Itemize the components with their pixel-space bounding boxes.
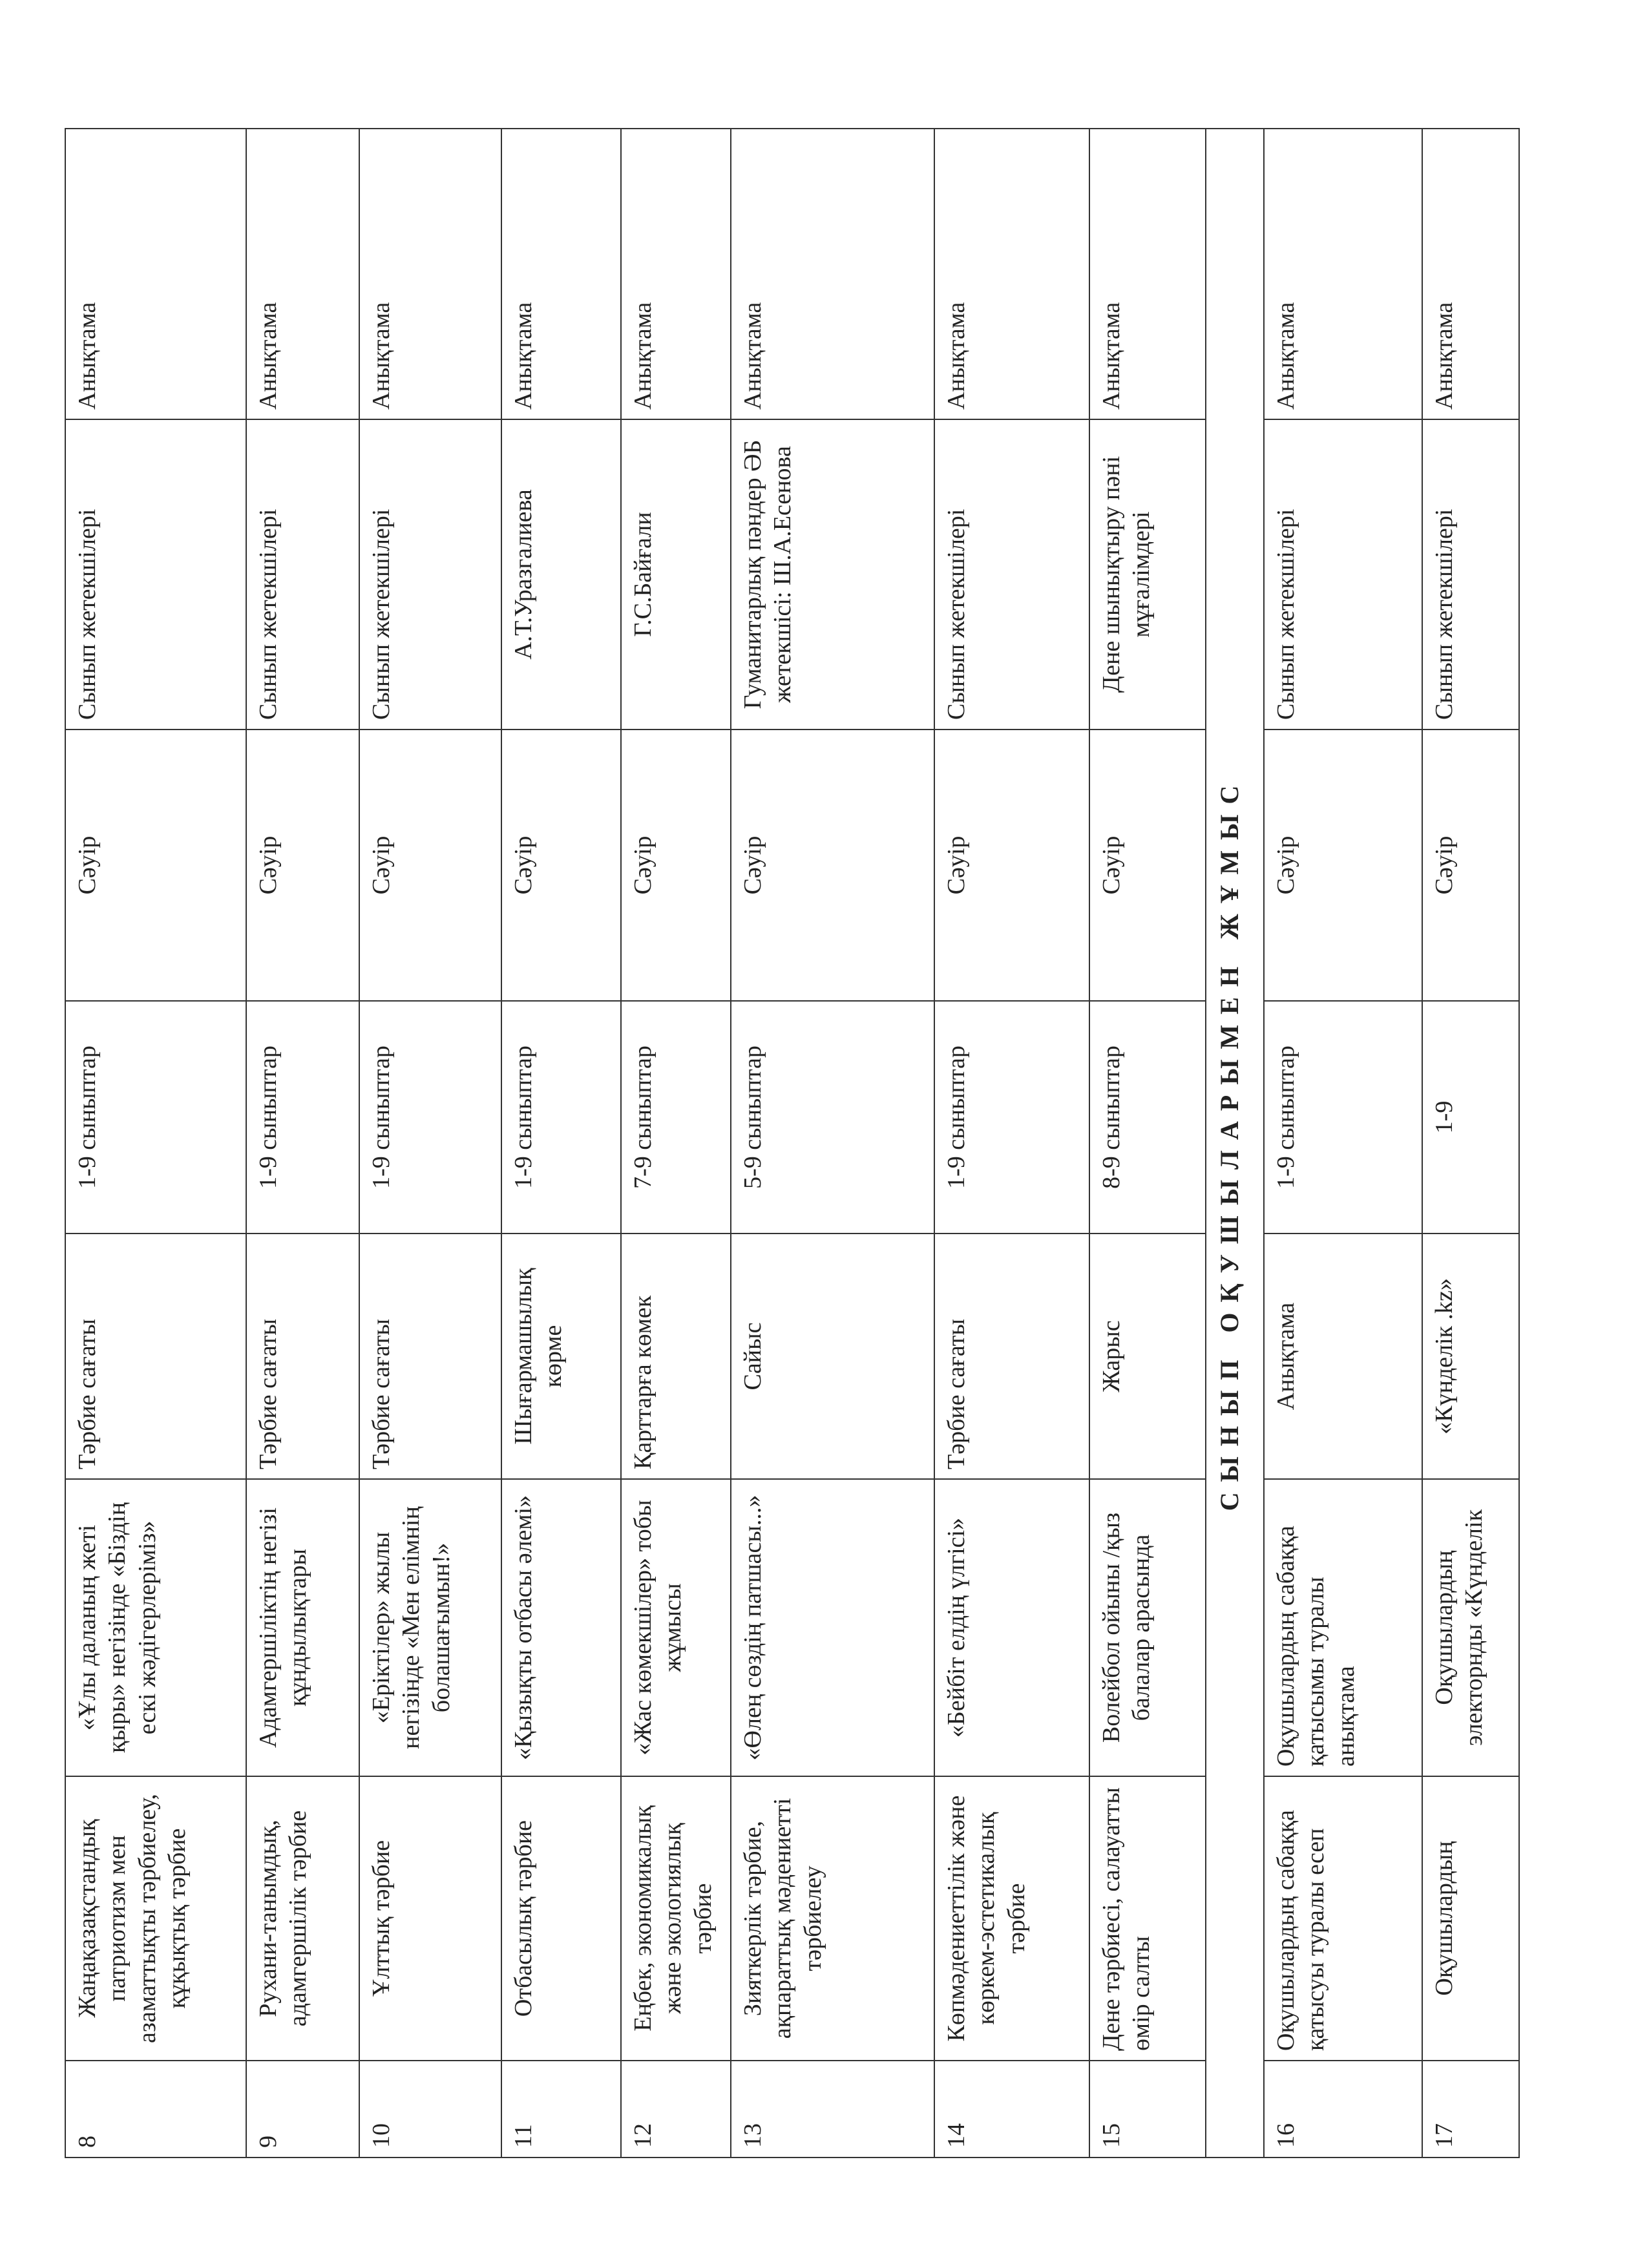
table-row [1264,129,1422,2158]
classes-cell: 1-9 сыныптар [934,1001,1089,1234]
form-cell: Тәрбие сағаты [246,1234,359,1479]
responsible-cell: Сынып жетекшілері [1264,419,1422,730]
table-row [359,129,501,2158]
classes-cell: 1-9 сыныптар [65,1001,246,1234]
table-body [65,129,1519,2158]
row-number: 9 [246,2061,359,2158]
form-cell: Тәрбие сағаты [359,1234,501,1479]
report-cell: Анықтама [246,129,359,419]
month-cell: Сәуір [731,730,934,1001]
table-row [731,129,934,2158]
form-cell: Тәрбие сағаты [934,1234,1089,1479]
table-row [246,129,359,2158]
table-row [65,129,246,2158]
report-cell: Анықтама [1089,129,1206,419]
row-number: 17 [1422,2061,1519,2158]
plan-table [65,128,1520,2158]
rotated-plan-table [65,129,1518,2158]
classes-cell: 1-9 сыныптар [501,1001,621,1234]
report-cell: Анықтама [1422,129,1519,419]
row-number: 12 [621,2061,731,2158]
month-cell: Сәуір [1089,730,1206,1001]
responsible-cell: Г.С.Байғали [621,419,731,730]
responsible-cell: Гуманитарлық пәндер ӘБ жетекшісі: Ш.А.Есенова [731,419,934,730]
responsible-cell: Сынып жетекшілері [65,419,246,730]
month-cell: Сәуір [934,730,1089,1001]
row-number: 11 [501,2061,621,2158]
report-cell: Анықтама [621,129,731,419]
table-row [1089,129,1206,2158]
direction-cell: Жаңақазақстандық патриотизм мен азаматтықты тәрбиелеу, құқықтық тәрбие [65,1776,246,2061]
form-cell: Сайыс [731,1234,934,1479]
month-cell: Сәуір [65,730,246,1001]
event-cell: «Жас көмекшілер» тобы жұмысы [621,1479,731,1776]
month-cell: Сәуір [1264,730,1422,1001]
direction-cell: Рухани-танымдық, адамгершілік тәрбие [246,1776,359,2061]
direction-cell: Көпмәдениеттілік және көркем-эстетикалық тәрбие [934,1776,1089,2061]
form-cell: Анықтама [1264,1234,1422,1479]
report-cell: Анықтама [1264,129,1422,419]
direction-cell: Оқушылардың сабаққа қатысуы туралы есеп [1264,1776,1422,2061]
month-cell: Сәуір [501,730,621,1001]
row-number: 10 [359,2061,501,2158]
form-cell: «Күнделік .kz» [1422,1234,1519,1479]
report-cell: Анықтама [359,129,501,419]
form-cell: Тәрбие сағаты [65,1234,246,1479]
event-cell: «Өлең сөздің патшасы...» [731,1479,934,1776]
row-number: 8 [65,2061,246,2158]
classes-cell: 1-9 сыныптар [246,1001,359,1234]
classes-cell: 1-9 [1422,1001,1519,1234]
event-cell: «Ұлы даланың жеті қыры» негізінде «Біздің ескі жәдігерлеріміз» [65,1479,246,1776]
month-cell: Сәуір [246,730,359,1001]
classes-cell: 1-9 сыныптар [359,1001,501,1234]
form-cell: Қарттарға көмек [621,1234,731,1479]
responsible-cell: Сынып жетекшілері [359,419,501,730]
event-cell: «Еріктілер» жылы негізінде «Мен елімнің болашағымын!» [359,1479,501,1776]
row-number: 16 [1264,2061,1422,2158]
report-cell: Анықтама [501,129,621,419]
section-title: СЫНЫП ОҚУШЫЛАРЫМЕН ЖҰМЫС [1206,129,1264,2158]
responsible-cell: Сынып жетекшілері [934,419,1089,730]
direction-cell: Дене тәрбиесі, салауатты өмір салты [1089,1776,1206,2061]
event-cell: «Қызықты отбасы әлемі» [501,1479,621,1776]
report-cell: Анықтама [731,129,934,419]
form-cell: Жарыс [1089,1234,1206,1479]
table-row [934,129,1089,2158]
direction-cell: Зияткерлік тәрбие, ақпараттық мәдениетті тәрбиелеу [731,1776,934,2061]
month-cell: Сәуір [1422,730,1519,1001]
responsible-cell: Сынып жетекшілері [246,419,359,730]
form-cell: Шығармашылық көрме [501,1234,621,1479]
report-cell: Анықтама [65,129,246,419]
responsible-cell: А.Т.Уразгалиева [501,419,621,730]
event-cell: Оқушылардың сабаққа қатысымы туралы анықтама [1264,1479,1422,1776]
classes-cell: 8-9 сыныптар [1089,1001,1206,1234]
direction-cell: Еңбек, экономикалық және экологиялық тәрбие [621,1776,731,2061]
report-cell: Анықтама [934,129,1089,419]
responsible-cell: Сынып жетекшілері [1422,419,1519,730]
event-cell: «Бейбіт елдің үлгісі» [934,1479,1089,1776]
direction-cell: Отбасылық тәрбие [501,1776,621,2061]
row-number: 13 [731,2061,934,2158]
event-cell: Волейбол ойыны /қыз балалар арасында [1089,1479,1206,1776]
responsible-cell: Дене шынықтыру пәні мұғалімдері [1089,419,1206,730]
table-row [1422,129,1519,2158]
direction-cell: Оқушылардың [1422,1776,1519,2061]
classes-cell: 7-9 сыныптар [621,1001,731,1234]
month-cell: Сәуір [621,730,731,1001]
classes-cell: 5-9 сыныптар [731,1001,934,1234]
section-row [1206,129,1264,2158]
event-cell: Адамгершіліктің негізі құндылықтары [246,1479,359,1776]
table-row [621,129,731,2158]
row-number: 15 [1089,2061,1206,2158]
table-row [501,129,621,2158]
month-cell: Сәуір [359,730,501,1001]
classes-cell: 1-9 сыныптар [1264,1001,1422,1234]
direction-cell: Ұлттық тәрбие [359,1776,501,2061]
event-cell: Оқушылардың электорнды «Күнделік [1422,1479,1519,1776]
row-number: 14 [934,2061,1089,2158]
